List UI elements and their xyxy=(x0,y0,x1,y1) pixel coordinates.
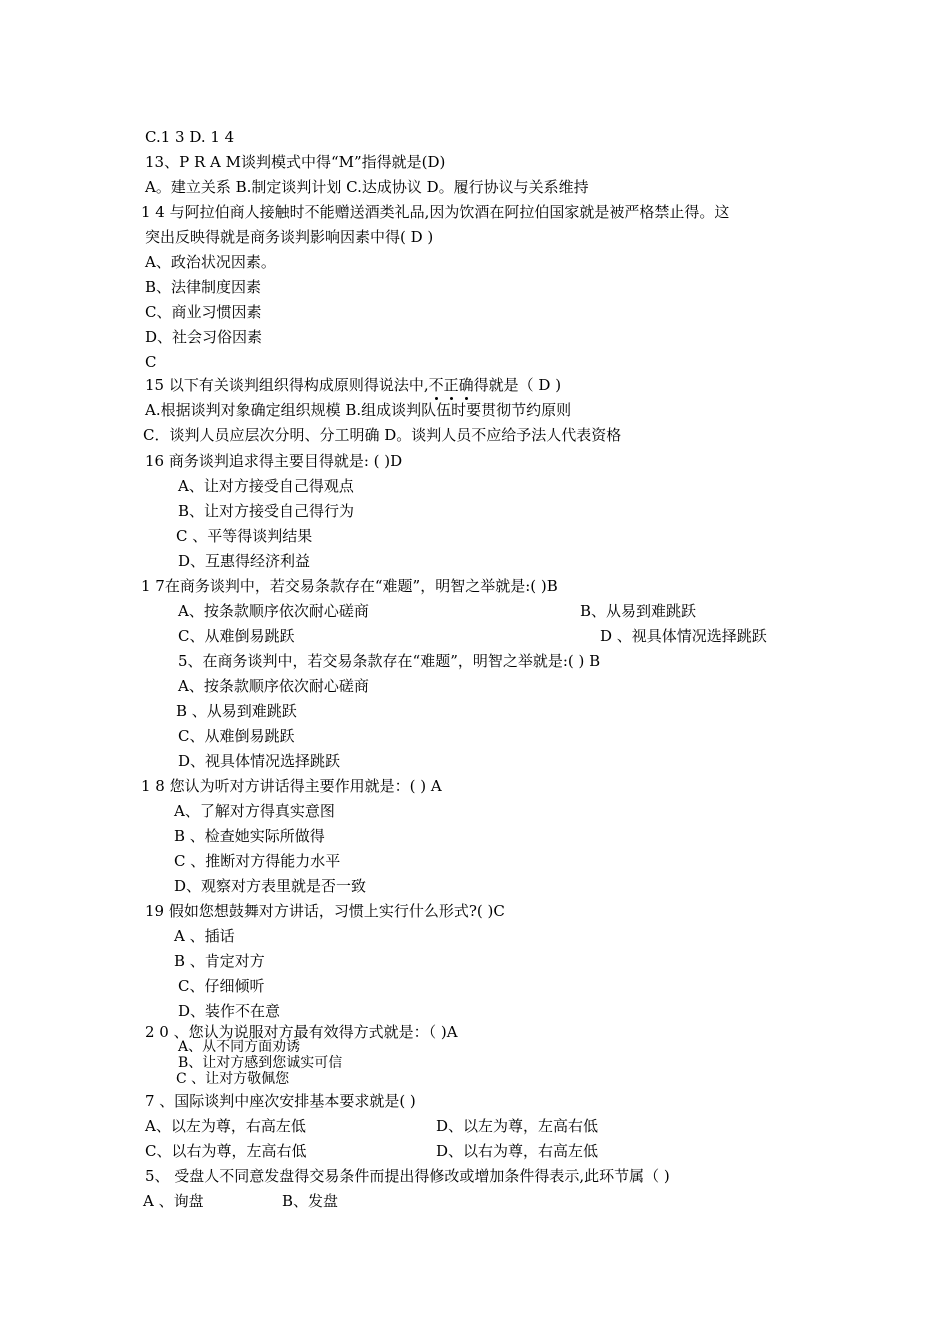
question-14-cont: 突出反映得就是商务谈判影响因素中得( D ) xyxy=(145,228,434,246)
option-a: A、从不同方面劝诱 xyxy=(178,1039,301,1055)
option-d: D、互惠得经济利益 xyxy=(178,552,311,570)
option-d-2: D、以右为尊，右高左低 xyxy=(436,1142,599,1160)
question-16: 16 商务谈判追求得主要目得就是: ( )D xyxy=(145,452,403,470)
option-c: C 、推断对方得能力水平 xyxy=(174,852,341,870)
option-a: A、政治状况因素。 xyxy=(145,253,276,271)
question-15-suffix: 得就是（ D ) xyxy=(473,376,562,394)
question-15-options-2: C．谈判人员应层次分明、分工明确 D。谈判人员不应给予法人代表资格 xyxy=(143,426,622,444)
question-13: 13、P R A M谈判模式中得“M”指得就是(D) xyxy=(145,153,446,171)
option-c: C、商业习惯因素 xyxy=(145,303,262,321)
option-b: B、让对方接受自己得行为 xyxy=(178,502,355,520)
option-b: B、让对方感到您诚实可信 xyxy=(178,1055,343,1071)
option-c: C、以右为尊，左高右低 xyxy=(145,1142,307,1160)
option-d: D、社会习俗因素 xyxy=(145,328,263,346)
option-b: B、法律制度因素 xyxy=(145,278,262,296)
answer: C xyxy=(145,353,157,371)
option-b: B 、从易到难跳跃 xyxy=(176,702,297,720)
option-a: A 、插话 xyxy=(174,927,235,945)
option-d-1: D、以左为尊，左高右低 xyxy=(436,1117,599,1135)
question-18: 1 8 您认为听对方讲话得主要作用就是：( ) A xyxy=(141,777,442,795)
option-b: B、从易到难跳跃 xyxy=(580,602,697,620)
option-d: D、装作不在意 xyxy=(178,1002,281,1020)
option-d: D、视具体情况选择跳跃 xyxy=(178,752,341,770)
question-14: 1 4 与阿拉伯商人接触时不能赠送酒类礼品,因为饮酒在阿拉伯国家就是被严格禁止得。这 xyxy=(141,203,730,221)
option-c: C、从难倒易跳跃 xyxy=(178,727,295,745)
question-5b: 5、 受盘人不同意发盘得交易条件而提出得修改或增加条件得表示,此环节属（ ) xyxy=(145,1167,670,1185)
option-d: D、观察对方表里就是否一致 xyxy=(174,877,367,895)
option-c: C、仔细倾听 xyxy=(178,977,265,995)
option-a: A、按条款顺序依次耐心磋商 xyxy=(178,677,369,695)
question-15-options-1: A.根据谈判对象确定组织规模 B.组成谈判队伍时要贯彻节约原则 xyxy=(145,401,572,419)
option-c: C、从难倒易跳跃 xyxy=(178,627,295,645)
question-15-prefix: 15 以下有关谈判组织得构成原则得说法中, xyxy=(145,376,429,394)
question-17: 1 7在商务谈判中，若交易条款存在“难题”，明智之举就是:( )B xyxy=(141,577,558,595)
question-15 xyxy=(145,375,561,395)
option-b: B 、肯定对方 xyxy=(174,952,265,970)
text-line: C.1 3 D. 1 4 xyxy=(145,128,235,146)
option-a: A、按条款顺序依次耐心磋商 xyxy=(178,602,369,620)
question-20: 2 0 、您认为说服对方最有效得方式就是：（ )A xyxy=(145,1023,458,1041)
emphasis-text: 不正确 xyxy=(429,376,474,394)
question-7: 7 、国际谈判中座次安排基本要求就是( ) xyxy=(145,1092,416,1110)
option-b: B、发盘 xyxy=(282,1192,339,1210)
option-a: A、让对方接受自己得观点 xyxy=(178,477,354,495)
option-a: A、以左为尊，右高左低 xyxy=(145,1117,306,1135)
option-a: A、了解对方得真实意图 xyxy=(174,802,335,820)
option-d: D 、视具体情况选择跳跃 xyxy=(600,627,767,645)
question-19: 19 假如您想鼓舞对方讲话，习惯上实行什么形式?( )C xyxy=(145,902,505,920)
question-5: 5、在商务谈判中，若交易条款存在“难题”，明智之举就是:( ) B xyxy=(178,652,601,670)
option-c: C 、平等得谈判结果 xyxy=(176,527,313,545)
option-b: B 、检查她实际所做得 xyxy=(174,827,325,845)
option-c: C 、让对方敬佩您 xyxy=(176,1071,290,1087)
option-a: A 、询盘 xyxy=(143,1192,204,1210)
question-13-options: A。建立关系 B.制定谈判计划 C.达成协议 D。履行协议与关系维持 xyxy=(145,178,589,196)
